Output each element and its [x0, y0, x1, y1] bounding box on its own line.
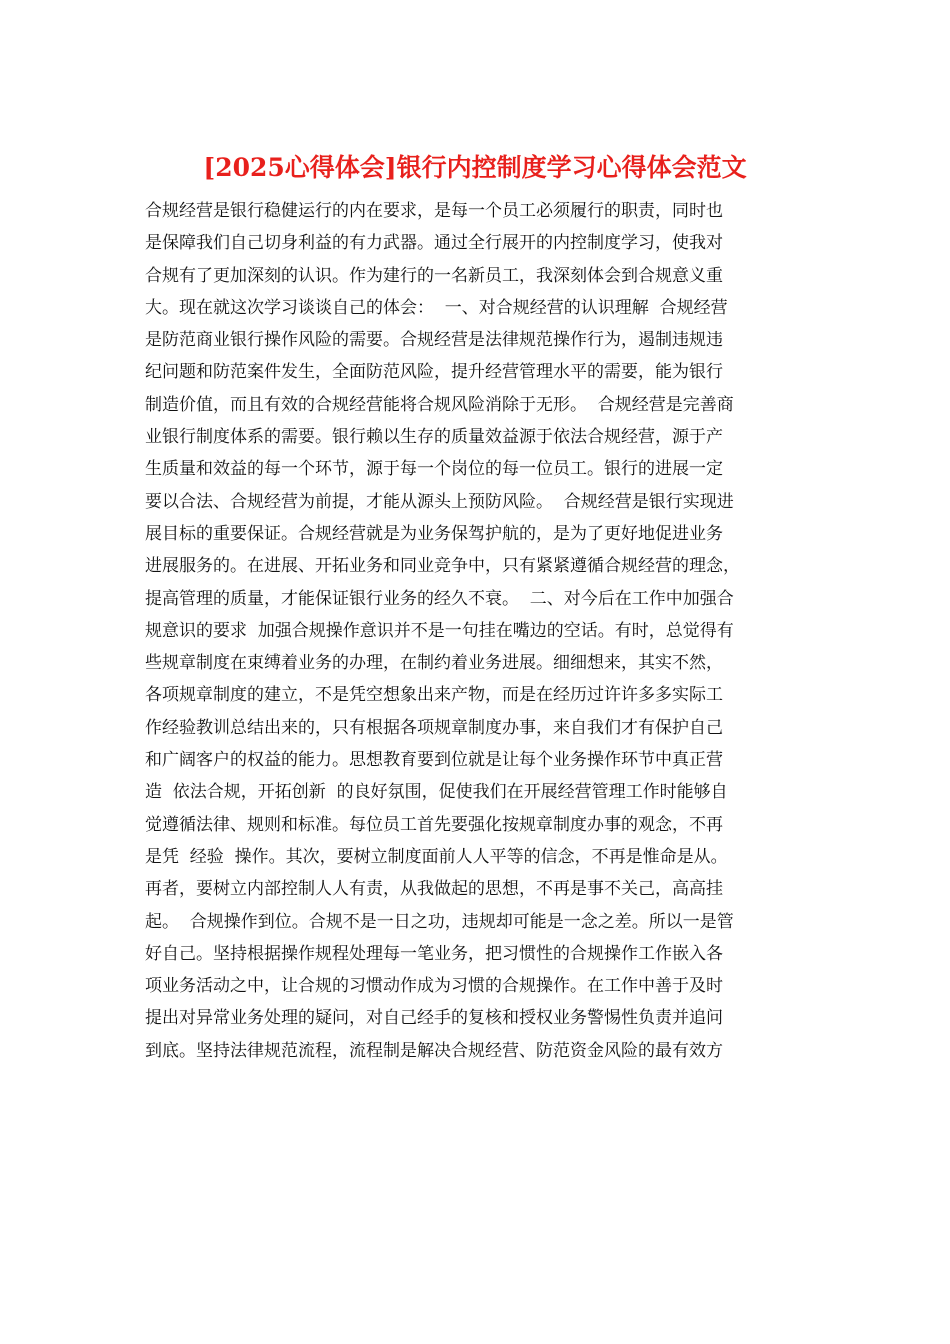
document-body — [145, 195, 810, 1067]
body-line: 业银行制度体系的需要。银行赖以生存的质量效益源于依法合规经营，源于产 — [145, 427, 723, 448]
body-line: 展目标的重要保证。合规经营就是为业务保驾护航的，是为了更好地促进业务 — [145, 523, 723, 544]
body-line: 是凭 经验 操作。其次，要树立制度面前人人平等的信念，不再是惟命是从。 — [145, 846, 728, 867]
body-line: 合规有了更加深刻的认识。作为建行的一名新员工，我深刻体会到合规意义重 — [145, 265, 723, 286]
body-line: 到底。坚持法律规范流程，流程制是解决合规经营、防范资金风险的最有效方 — [145, 1040, 723, 1061]
body-line: 觉遵循法律、规则和标准。每位员工首先要强化按规章制度办事的观念，不再 — [145, 814, 723, 835]
body-line: 是保障我们自己切身利益的有力武器。通过全行展开的内控制度学习，使我对 — [145, 233, 723, 254]
body-line: 制造价值，而且有效的合规经营能将合规风险消除于无形。 合规经营是完善商 — [145, 394, 734, 415]
body-line: 好自己。坚持根据操作规程处理每一笔业务，把习惯性的合规操作工作嵌入各 — [145, 943, 723, 964]
document-title: [2025心得体会]银行内控制度学习心得体会范文 — [203, 153, 747, 182]
body-line: 生质量和效益的每一个环节，源于每一个岗位的每一位员工。银行的进展一定 — [145, 459, 723, 480]
body-line: 合规经营是银行稳健运行的内在要求，是每一个员工必须履行的职责，同时也 — [145, 201, 723, 221]
body-line: 规意识的要求 加强合规操作意识并不是一句挂在嘴边的空话。有时，总觉得有 — [145, 620, 734, 641]
body-line: 起。 合规操作到位。合规不是一日之功，违规却可能是一念之差。所以一是管 — [145, 911, 734, 932]
body-line: 些规章制度在束缚着业务的办理，在制约着业务进展。细细想来，其实不然， — [145, 653, 723, 674]
body-line: 再者，要树立内部控制人人有责，从我做起的思想，不再是事不关己，高高挂 — [145, 879, 723, 900]
body-line: 要以合法、合规经营为前提，才能从源头上预防风险。 合规经营是银行实现进 — [145, 491, 734, 512]
body-line: 纪问题和防范案件发生，全面防范风险，提升经营管理水平的需要，能为银行 — [145, 362, 723, 383]
body-line: 提出对异常业务处理的疑问，对自己经手的复核和授权业务警惕性负责并追问 — [145, 1008, 723, 1029]
body-line: 大。现在就这次学习谈谈自己的体会： 一、对合规经营的认识理解 合规经营 — [145, 297, 728, 318]
body-line: 造 依法合规，开拓创新 的良好氛围，促使我们在开展经营管理工作时能够自 — [145, 782, 728, 803]
body-line: 和广阔客户的权益的能力。思想教育要到位就是让每个业务操作环节中真正营 — [145, 750, 723, 771]
body-line: 进展服务的。在进展、开拓业务和同业竞争中，只有紧紧遵循合规经营的理念， — [145, 556, 740, 577]
body-line: 各项规章制度的建立，不是凭空想象出来产物，而是在经历过许许多多实际工 — [145, 685, 723, 706]
body-line: 作经验教训总结出来的，只有根据各项规章制度办事，来自我们才有保护自己 — [145, 717, 723, 738]
body-line: 提高管理的质量，才能保证银行业务的经久不衰。 二、对今后在工作中加强合 — [145, 588, 734, 609]
body-line: 项业务活动之中，让合规的习惯动作成为习惯的合规操作。在工作中善于及时 — [145, 976, 723, 997]
body-line: 是防范商业银行操作风险的需要。合规经营是法律规范操作行为，遏制违规违 — [145, 330, 723, 351]
